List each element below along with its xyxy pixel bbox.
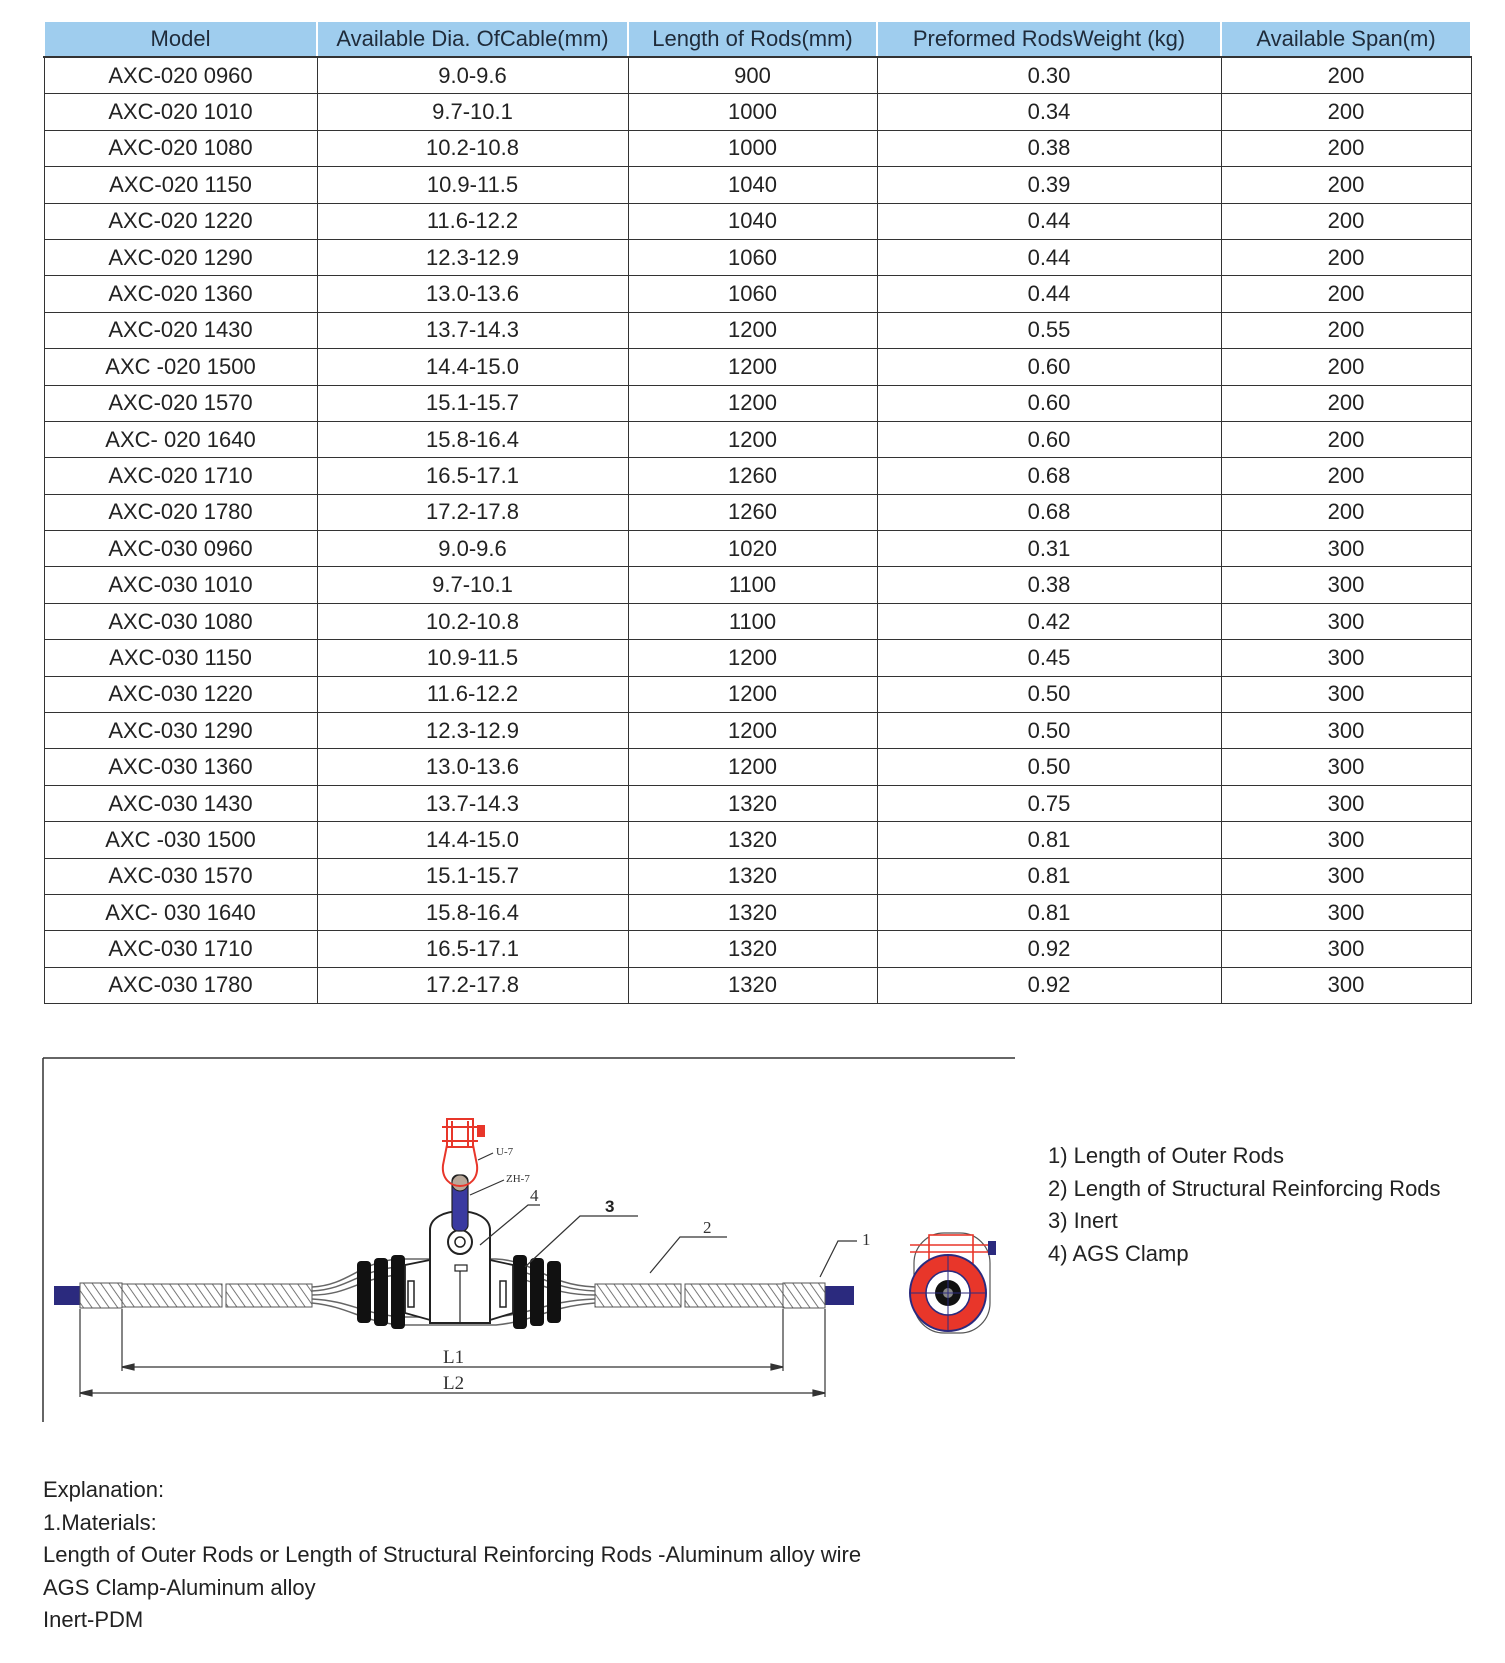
- cell-cable-diameter: 10.9-11.5: [317, 167, 628, 203]
- table-row: [44, 385, 1471, 421]
- cell-cable-diameter: 16.5-17.1: [317, 458, 628, 494]
- cell-model: AXC-020 0960: [44, 57, 317, 94]
- cell-rod-length: 1040: [628, 203, 877, 239]
- cell-cable-diameter: 11.6-12.2: [317, 676, 628, 712]
- cell-model: AXC-030 1220: [44, 676, 317, 712]
- cell-rod-length: 1320: [628, 785, 877, 821]
- cell-rod-length: 1200: [628, 312, 877, 348]
- cell-rod-length: 1200: [628, 676, 877, 712]
- cell-rod-weight: 0.50: [877, 713, 1221, 749]
- table-row: [44, 676, 1471, 712]
- cell-rod-length: 1060: [628, 239, 877, 275]
- cell-model: AXC-030 1710: [44, 931, 317, 967]
- side-view: [910, 1233, 996, 1333]
- cell-model: AXC- 020 1640: [44, 421, 317, 457]
- cell-model: AXC -030 1500: [44, 822, 317, 858]
- table-row: [44, 713, 1471, 749]
- cell-span: 300: [1221, 676, 1471, 712]
- cell-model: AXC-020 1010: [44, 94, 317, 130]
- cell-rod-length: 1200: [628, 713, 877, 749]
- table-row: [44, 94, 1471, 130]
- cell-cable-diameter: 15.8-16.4: [317, 894, 628, 930]
- label-3: 3: [605, 1197, 615, 1216]
- cell-rod-length: 1100: [628, 603, 877, 639]
- table-row: [44, 785, 1471, 821]
- cell-cable-diameter: 14.4-15.0: [317, 349, 628, 385]
- cable-end-right: [822, 1286, 854, 1305]
- table-body: [44, 57, 1471, 1004]
- cell-rod-length: 1200: [628, 349, 877, 385]
- table-row: [44, 894, 1471, 930]
- legend-item-inert: 3) Inert: [1048, 1208, 1118, 1234]
- reinforcing-rod-left-a: [122, 1284, 222, 1307]
- cell-span: 200: [1221, 239, 1471, 275]
- cell-span: 200: [1221, 130, 1471, 166]
- cell-rod-weight: 0.92: [877, 967, 1221, 1003]
- cell-rod-weight: 0.50: [877, 676, 1221, 712]
- label-2: 2: [703, 1218, 712, 1237]
- cell-span: 200: [1221, 494, 1471, 530]
- cell-model: AXC-030 1430: [44, 785, 317, 821]
- cell-rod-length: 1000: [628, 94, 877, 130]
- cell-cable-diameter: 10.2-10.8: [317, 130, 628, 166]
- cell-span: 200: [1221, 276, 1471, 312]
- cell-rod-weight: 0.31: [877, 531, 1221, 567]
- cell-cable-diameter: 12.3-12.9: [317, 713, 628, 749]
- cell-rod-weight: 0.81: [877, 894, 1221, 930]
- cell-rod-length: 1200: [628, 749, 877, 785]
- cell-span: 200: [1221, 312, 1471, 348]
- cell-span: 300: [1221, 640, 1471, 676]
- cell-span: 300: [1221, 713, 1471, 749]
- table-row: [44, 421, 1471, 457]
- cell-rod-length: 1020: [628, 531, 877, 567]
- table-row: [44, 567, 1471, 603]
- cell-rod-length: 1320: [628, 858, 877, 894]
- cell-rod-weight: 0.42: [877, 603, 1221, 639]
- cell-cable-diameter: 15.1-15.7: [317, 385, 628, 421]
- table-row: [44, 203, 1471, 239]
- explanation-line: Inert-PDM: [43, 1607, 144, 1633]
- cell-span: 300: [1221, 603, 1471, 639]
- cable-end-left: [54, 1286, 82, 1305]
- cell-rod-weight: 0.60: [877, 385, 1221, 421]
- zh7-link: [452, 1175, 468, 1231]
- label-l1: L1: [443, 1347, 465, 1368]
- cell-cable-diameter: 11.6-12.2: [317, 203, 628, 239]
- table-row: [44, 57, 1471, 94]
- cell-model: AXC- 030 1640: [44, 894, 317, 930]
- table-row: [44, 967, 1471, 1003]
- table-row: [44, 458, 1471, 494]
- cell-span: 300: [1221, 567, 1471, 603]
- cell-cable-diameter: 13.7-14.3: [317, 785, 628, 821]
- legend-item-outer-rods: 1) Length of Outer Rods: [1048, 1143, 1285, 1168]
- cell-rod-length: 1320: [628, 894, 877, 930]
- cell-cable-diameter: 10.9-11.5: [317, 640, 628, 676]
- cell-model: AXC-030 1360: [44, 749, 317, 785]
- cell-rod-weight: 0.30: [877, 57, 1221, 94]
- cell-rod-weight: 0.68: [877, 458, 1221, 494]
- cell-rod-length: 1260: [628, 494, 877, 530]
- cell-cable-diameter: 16.5-17.1: [317, 931, 628, 967]
- table-row: [44, 749, 1471, 785]
- cell-rod-weight: 0.75: [877, 785, 1221, 821]
- leader-lines: [470, 1153, 857, 1277]
- cell-rod-weight: 0.38: [877, 567, 1221, 603]
- cell-rod-weight: 0.60: [877, 349, 1221, 385]
- cell-model: AXC-020 1360: [44, 276, 317, 312]
- table-row: [44, 931, 1471, 967]
- table-row: [44, 603, 1471, 639]
- cell-rod-weight: 0.68: [877, 494, 1221, 530]
- cell-model: AXC-020 1220: [44, 203, 317, 239]
- header-rod-weight: Preformed RodsWeight (kg): [877, 22, 1221, 57]
- reinforcing-rod-right-b: [685, 1284, 783, 1307]
- cell-cable-diameter: 9.7-10.1: [317, 567, 628, 603]
- cell-model: AXC-030 1010: [44, 567, 317, 603]
- cell-rod-length: 1320: [628, 967, 877, 1003]
- cell-cable-diameter: 9.0-9.6: [317, 57, 628, 94]
- cell-rod-length: 1040: [628, 167, 877, 203]
- cell-span: 200: [1221, 57, 1471, 94]
- cell-rod-length: 1320: [628, 822, 877, 858]
- cell-rod-weight: 0.44: [877, 239, 1221, 275]
- cell-cable-diameter: 12.3-12.9: [317, 239, 628, 275]
- table-row: [44, 349, 1471, 385]
- cell-rod-length: 1100: [628, 567, 877, 603]
- cell-rod-length: 1320: [628, 931, 877, 967]
- table-row: [44, 276, 1471, 312]
- cell-cable-diameter: 14.4-15.0: [317, 822, 628, 858]
- cell-rod-length: 1260: [628, 458, 877, 494]
- cell-rod-length: 1060: [628, 276, 877, 312]
- spec-table: [43, 22, 1472, 1004]
- label-u7: U-7: [496, 1146, 514, 1158]
- table-header-row: [44, 22, 1471, 57]
- cell-model: AXC-030 0960: [44, 531, 317, 567]
- cell-model: AXC-030 1780: [44, 967, 317, 1003]
- cell-span: 200: [1221, 458, 1471, 494]
- cell-model: AXC-020 1710: [44, 458, 317, 494]
- reinforcing-rod-right-a: [595, 1284, 681, 1307]
- cell-rod-weight: 0.34: [877, 94, 1221, 130]
- cell-rod-length: 900: [628, 57, 877, 94]
- table-row: [44, 239, 1471, 275]
- cell-span: 300: [1221, 967, 1471, 1003]
- cell-span: 300: [1221, 785, 1471, 821]
- table-row: [44, 858, 1471, 894]
- cell-rod-length: 1200: [628, 640, 877, 676]
- table-row: [44, 312, 1471, 348]
- cell-rod-length: 1200: [628, 385, 877, 421]
- cell-model: AXC-020 1780: [44, 494, 317, 530]
- cell-cable-diameter: 17.2-17.8: [317, 967, 628, 1003]
- cell-rod-length: 1200: [628, 421, 877, 457]
- cell-rod-weight: 0.38: [877, 130, 1221, 166]
- cell-cable-diameter: 15.8-16.4: [317, 421, 628, 457]
- cell-rod-weight: 0.60: [877, 421, 1221, 457]
- cell-rod-weight: 0.81: [877, 858, 1221, 894]
- cell-cable-diameter: 9.0-9.6: [317, 531, 628, 567]
- explanation-line: AGS Clamp-Aluminum alloy: [43, 1574, 316, 1600]
- cell-rod-weight: 0.92: [877, 931, 1221, 967]
- cell-span: 300: [1221, 894, 1471, 930]
- cell-rod-length: 1000: [628, 130, 877, 166]
- cell-span: 200: [1221, 203, 1471, 239]
- cell-model: AXC-030 1290: [44, 713, 317, 749]
- header-model: Model: [44, 22, 317, 57]
- header-rod-length: Length of Rods(mm): [628, 22, 877, 57]
- table-row: [44, 640, 1471, 676]
- cell-model: AXC-030 1150: [44, 640, 317, 676]
- cell-rod-weight: 0.55: [877, 312, 1221, 348]
- cell-span: 200: [1221, 94, 1471, 130]
- label-1: 1: [862, 1230, 871, 1249]
- table-row: [44, 822, 1471, 858]
- outer-rod-left: [80, 1283, 122, 1308]
- cell-span: 300: [1221, 822, 1471, 858]
- cell-cable-diameter: 9.7-10.1: [317, 94, 628, 130]
- table-row: [44, 494, 1471, 530]
- cell-model: AXC-020 1290: [44, 239, 317, 275]
- cell-span: 300: [1221, 858, 1471, 894]
- cell-rod-weight: 0.39: [877, 167, 1221, 203]
- header-cable-diameter: Available Dia. OfCable(mm): [317, 22, 628, 57]
- legend-item-reinforcing-rods: 2) Length of Structural Reinforcing Rods: [1048, 1175, 1441, 1201]
- label-zh7: ZH-7: [506, 1173, 530, 1185]
- explanation-section: [43, 1474, 861, 1637]
- cell-rod-weight: 0.50: [877, 749, 1221, 785]
- explanation-line: 1.Materials:: [43, 1509, 157, 1535]
- cell-model: AXC-020 1150: [44, 167, 317, 203]
- clamp-diagram: [0, 1055, 1060, 1435]
- cell-span: 200: [1221, 385, 1471, 421]
- cell-span: 300: [1221, 749, 1471, 785]
- cell-rod-weight: 0.44: [877, 203, 1221, 239]
- explanation-title: Explanation:: [43, 1477, 165, 1502]
- header-span: Available Span(m): [1221, 22, 1471, 57]
- legend-item-ags-clamp: 4) AGS Clamp: [1048, 1240, 1189, 1266]
- reinforcing-rod-left-b: [226, 1284, 312, 1307]
- table-row: [44, 130, 1471, 166]
- cell-span: 200: [1221, 421, 1471, 457]
- table-row: [44, 167, 1471, 203]
- cell-rod-weight: 0.45: [877, 640, 1221, 676]
- outer-rod-right: [783, 1283, 825, 1308]
- cell-model: AXC-030 1570: [44, 858, 317, 894]
- cell-model: AXC -020 1500: [44, 349, 317, 385]
- explanation-line: Length of Outer Rods or Length of Structural Reinforcing Rods -Aluminum alloy wire: [43, 1542, 862, 1568]
- cell-cable-diameter: 15.1-15.7: [317, 858, 628, 894]
- cell-cable-diameter: 13.7-14.3: [317, 312, 628, 348]
- cell-cable-diameter: 17.2-17.8: [317, 494, 628, 530]
- cell-rod-weight: 0.44: [877, 276, 1221, 312]
- diagram-legend: [1048, 1140, 1441, 1270]
- cell-span: 200: [1221, 349, 1471, 385]
- cell-cable-diameter: 13.0-13.6: [317, 749, 628, 785]
- cell-span: 300: [1221, 531, 1471, 567]
- cell-model: AXC-020 1430: [44, 312, 317, 348]
- cell-cable-diameter: 10.2-10.8: [317, 603, 628, 639]
- cell-model: AXC-020 1080: [44, 130, 317, 166]
- cell-span: 300: [1221, 931, 1471, 967]
- cell-cable-diameter: 13.0-13.6: [317, 276, 628, 312]
- cell-span: 200: [1221, 167, 1471, 203]
- cell-model: AXC-030 1080: [44, 603, 317, 639]
- label-4: 4: [530, 1186, 539, 1205]
- cell-model: AXC-020 1570: [44, 385, 317, 421]
- label-l2: L2: [443, 1373, 465, 1394]
- cell-rod-weight: 0.81: [877, 822, 1221, 858]
- table-row: [44, 531, 1471, 567]
